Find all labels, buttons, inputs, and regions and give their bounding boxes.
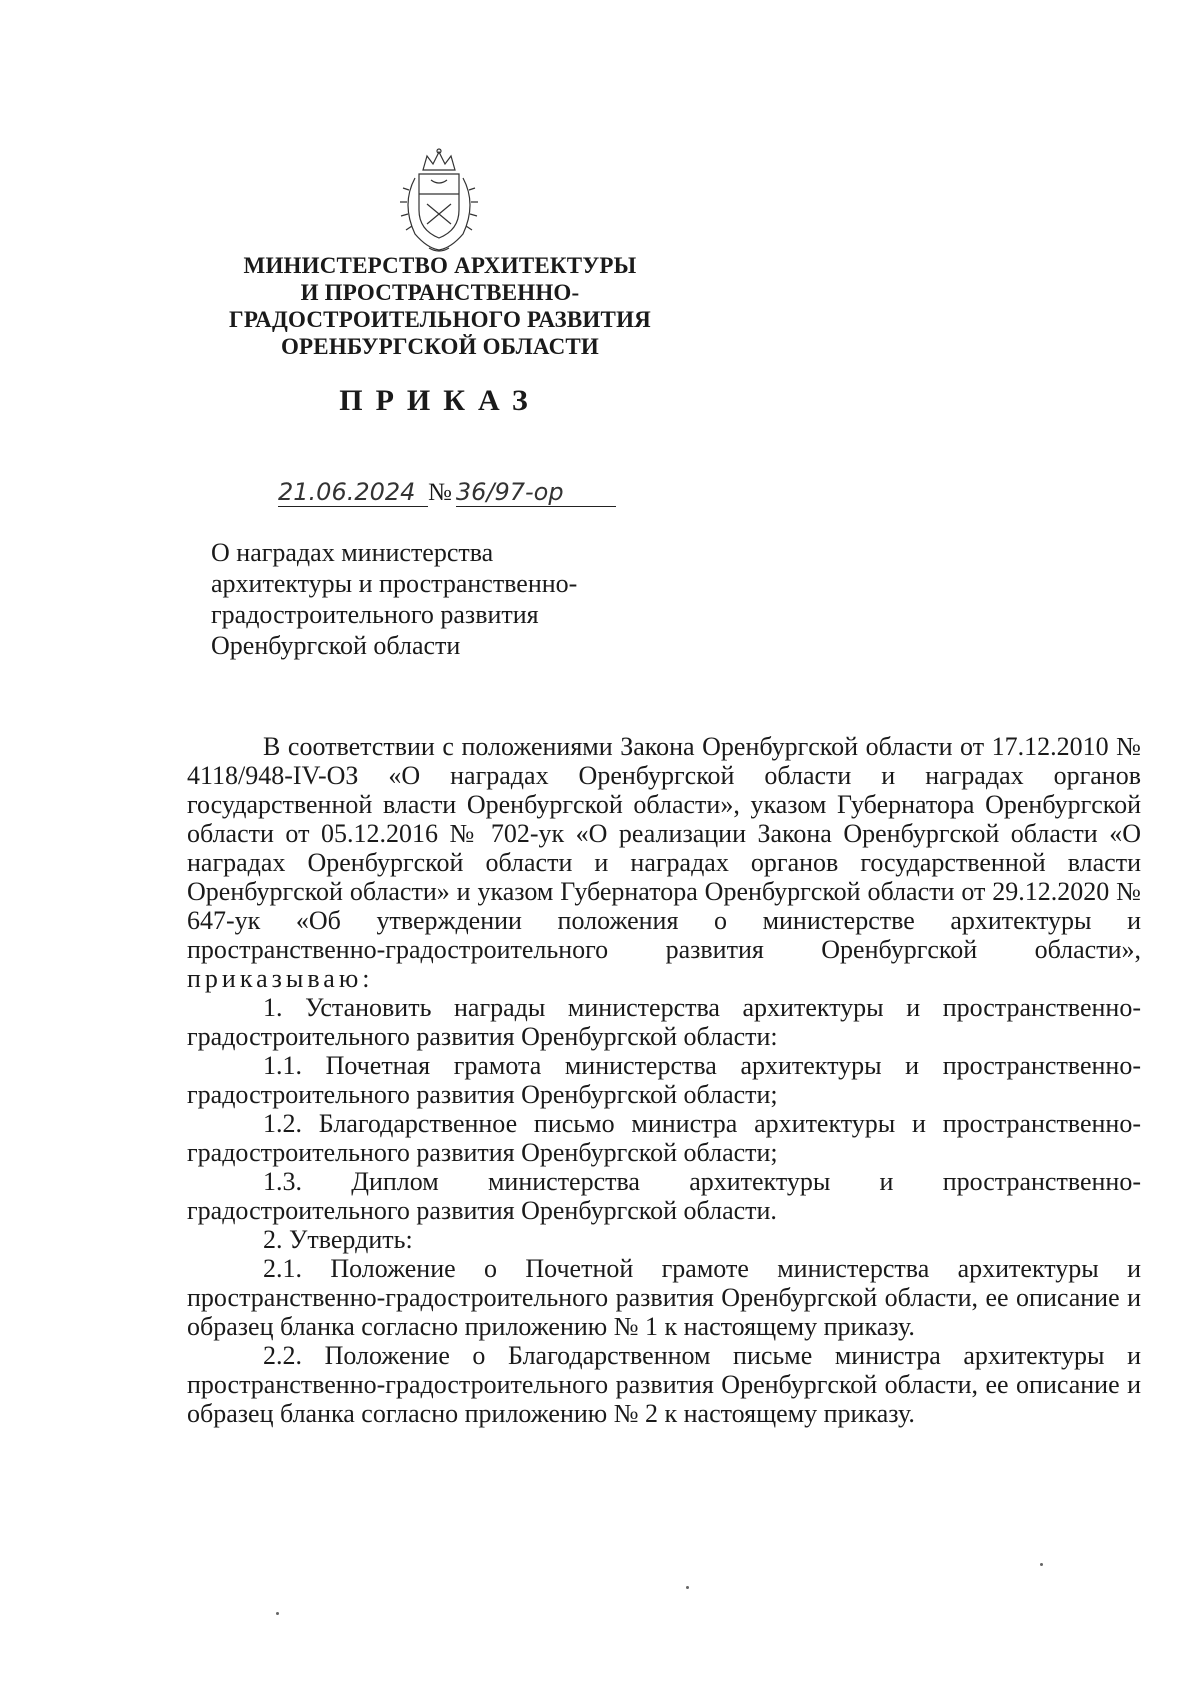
- item-paragraph: 2. Утвердить:: [263, 1225, 413, 1254]
- order-date-number: [278, 478, 616, 507]
- order-date: 21.06.2024: [278, 478, 428, 507]
- item-paragraph: 1.3. Диплом министерства архитектуры и пространственно-градостроительного развития Оренбургской области.: [187, 1167, 1141, 1225]
- intro-text: В соответствии с положениями Закона Оренбургской области от 17.12.2010 № 4118/948-IV-ОЗ «О наградах Оренбургской области и наградах органов государственной власти Оренбургской области», указом Губернатора Оренбургской области от 05.12.2016 № 702-ук «О реализации Закона Оренбургской области «О наградах Оренбургской области и наградах органов государственной власти Оренбургской области» и указом Губернатора Оренбургской области от 29.12.2020 № 647-ук «Об утверждении положения о министерстве архитектуры и пространственно-градостроительного развития Оренбургской области»,: [187, 732, 1141, 964]
- scan-speck: [686, 1586, 689, 1589]
- org-line: ГРАДОСТРОИТЕЛЬНОГО РАЗВИТИЯ: [229, 307, 651, 332]
- order-number: 36/97-ор: [456, 478, 616, 507]
- item-paragraph: 1.1. Почетная грамота министерства архитектуры и пространственно-градостроительного развития Оренбургской области;: [187, 1051, 1141, 1109]
- document-type: ПРИКАЗ: [339, 384, 541, 417]
- coat-of-arms-icon: [393, 148, 485, 256]
- item-paragraph: 2.2. Положение о Благодарственном письме министра архитектуры и пространственно-градостроительного развития Оренбургской области, ее описание и образец бланка согласно приложению № 2 к настоящему приказу.: [187, 1341, 1141, 1428]
- org-line: ОРЕНБУРГСКОЙ ОБЛАСТИ: [280, 334, 600, 359]
- scan-speck: [276, 1612, 279, 1615]
- order-word: приказываю:: [187, 964, 374, 993]
- org-line: МИНИСТЕРСТВО АРХИТЕКТУРЫ: [243, 253, 637, 278]
- intro-paragraph: [187, 732, 1141, 993]
- issuing-organization: [200, 252, 680, 360]
- item-paragraph: 1.2. Благодарственное письмо министра архитектуры и пространственно-градостроительного развития Оренбургской области;: [187, 1109, 1141, 1167]
- order-body: [187, 732, 1141, 1428]
- org-line: И ПРОСТРАНСТВЕННО-: [300, 280, 580, 305]
- item-paragraph: 1. Установить награды министерства архитектуры и пространственно-градостроительного развития Оренбургской области:: [187, 993, 1141, 1051]
- scan-speck: [1040, 1563, 1043, 1566]
- item-paragraph: 2.1. Положение о Почетной грамоте министерства архитектуры и пространственно-градостроительного развития Оренбургской области, ее описание и образец бланка согласно приложению № 1 к настоящему приказу.: [187, 1254, 1141, 1341]
- order-subject: О наградах министерства архитектуры и пространственно- градостроительного развития Оренбургской области: [211, 538, 578, 660]
- number-sign: №: [428, 479, 452, 506]
